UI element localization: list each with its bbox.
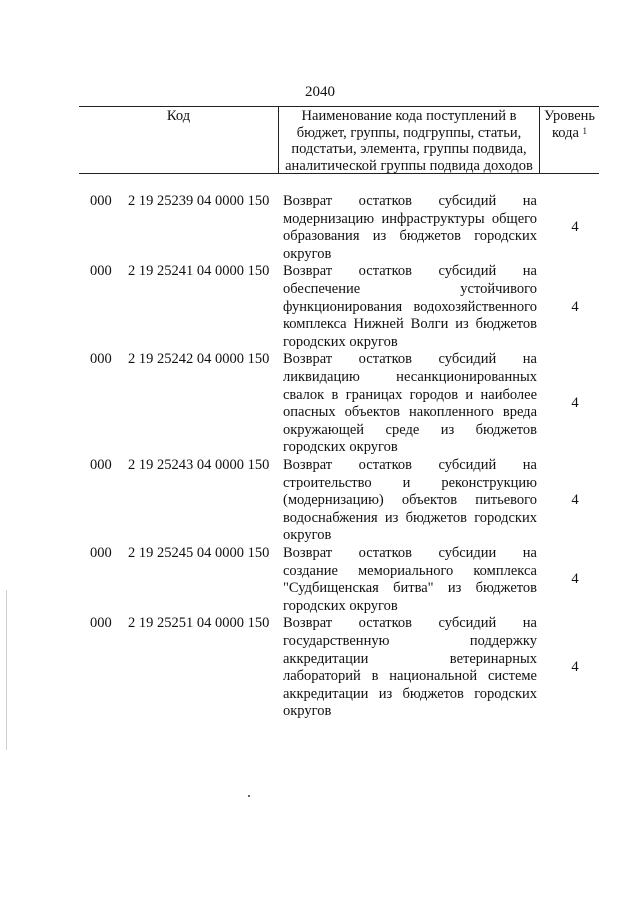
table-row bbox=[0, 351, 640, 457]
revenue-name-line: городских округов bbox=[283, 439, 398, 456]
revenue-name-line: водоснабжения из бюджетов городских bbox=[283, 509, 537, 526]
revenue-name-cell bbox=[283, 615, 537, 721]
code-level-cell: 4 bbox=[571, 219, 579, 236]
revenue-code-cell: 2 19 25245 04 0000 150 bbox=[128, 544, 270, 561]
header-level-word: кода bbox=[551, 124, 579, 141]
revenue-name-line: аккредитации ветеринарных bbox=[283, 650, 537, 667]
revenue-name-line: функционирования водохозяйственного bbox=[283, 298, 537, 315]
revenue-code-cell: 2 19 25239 04 0000 150 bbox=[128, 193, 270, 209]
revenue-name-cell bbox=[283, 545, 537, 615]
revenue-name-line: создание мемориального комплекса bbox=[283, 562, 537, 579]
header-code: Код bbox=[166, 108, 191, 124]
admin-code-cell: 000 bbox=[90, 263, 112, 280]
revenue-code-cell: 2 19 25241 04 0000 150 bbox=[128, 263, 270, 280]
code-level-cell: 4 bbox=[571, 571, 579, 588]
admin-code-cell: 000 bbox=[90, 615, 112, 632]
table-header bbox=[79, 106, 599, 174]
admin-code-cell: 000 bbox=[90, 351, 112, 368]
header-name-line: подстатьи, элемента, группы подвида, bbox=[291, 141, 527, 157]
code-level-cell: 4 bbox=[571, 492, 579, 509]
revenue-name-line: строительство и реконструкцию bbox=[283, 474, 537, 491]
revenue-name-line: комплекса Нижней Волги из бюджетов bbox=[283, 316, 537, 333]
header-name-line: бюджет, группы, подгруппы, статьи, bbox=[296, 124, 522, 141]
revenue-name-line: модернизацию инфраструктуры общего bbox=[283, 210, 537, 227]
revenue-name-line: Возврат остатков субсидий на bbox=[283, 193, 537, 209]
table-row bbox=[0, 615, 640, 721]
table-row bbox=[0, 193, 640, 263]
code-level-cell: 4 bbox=[571, 395, 579, 412]
revenue-name-line: лабораторий в национальной системе bbox=[283, 668, 537, 685]
table-row bbox=[0, 263, 640, 351]
revenue-name-cell bbox=[283, 351, 537, 457]
header-name bbox=[278, 107, 540, 173]
revenue-code-cell: 2 19 25242 04 0000 150 bbox=[128, 351, 270, 368]
header-name-line: аналитической группы подвида доходов bbox=[285, 157, 533, 174]
revenue-code-cell: 2 19 25251 04 0000 150 bbox=[128, 615, 270, 632]
revenue-name-line: Возврат остатков субсидии на bbox=[283, 544, 537, 561]
code-level-cell: 4 bbox=[571, 659, 579, 676]
admin-code-cell: 000 bbox=[90, 544, 112, 561]
header-level-line1: Уровень bbox=[543, 108, 596, 124]
revenue-name-line: городских округов bbox=[283, 597, 398, 614]
revenue-code-cell: 2 19 25243 04 0000 150 bbox=[128, 456, 270, 473]
header-level bbox=[540, 107, 599, 173]
revenue-name-line: окружающей среде из бюджетов bbox=[283, 421, 537, 438]
revenue-name-line: округов bbox=[283, 245, 332, 262]
scan-edge-line bbox=[6, 590, 7, 750]
header-level-line2 bbox=[540, 125, 599, 142]
revenue-name-line: опасных объектов накопленного вреда bbox=[283, 404, 537, 421]
revenue-name-line: Возврат остатков субсидий на bbox=[283, 456, 537, 473]
revenue-name-line: округов bbox=[283, 527, 332, 544]
revenue-name-line: аккредитации из бюджетов городских bbox=[283, 685, 537, 702]
admin-code-cell: 000 bbox=[90, 193, 112, 209]
table-body bbox=[0, 193, 640, 721]
code-level-cell: 4 bbox=[571, 298, 579, 315]
revenue-name-cell bbox=[283, 193, 537, 263]
revenue-name-line: "Судбищенская битва" из бюджетов bbox=[283, 580, 537, 597]
admin-code-cell: 000 bbox=[90, 456, 112, 473]
table-row bbox=[0, 457, 640, 545]
revenue-name-line: округов bbox=[283, 703, 332, 720]
table-row bbox=[0, 545, 640, 615]
revenue-name-cell bbox=[283, 457, 537, 545]
footnote-marker: 1 bbox=[582, 125, 588, 136]
revenue-name-line: Возврат остатков субсидий на bbox=[283, 615, 537, 632]
header-name-line: Наименование кода поступлений в bbox=[301, 108, 517, 124]
revenue-name-line: городских округов bbox=[283, 333, 398, 350]
revenue-name-line: образования из бюджетов городских bbox=[283, 228, 537, 245]
revenue-name-line: свалок в границах городов и наиболее bbox=[283, 386, 537, 403]
revenue-name-line: государственную поддержку bbox=[283, 632, 537, 649]
scan-speck bbox=[248, 795, 250, 797]
revenue-name-line: Возврат остатков субсидий на bbox=[283, 351, 537, 368]
revenue-name-line: ликвидацию несанкционированных bbox=[283, 368, 537, 385]
revenue-name-line: (модернизацию) объектов питьевого bbox=[283, 492, 537, 509]
page-number: 2040 bbox=[305, 84, 335, 100]
revenue-name-cell bbox=[283, 263, 537, 351]
revenue-name-line: Возврат остатков субсидий на bbox=[283, 263, 537, 280]
revenue-name-line: обеспечение устойчивого bbox=[283, 280, 537, 297]
